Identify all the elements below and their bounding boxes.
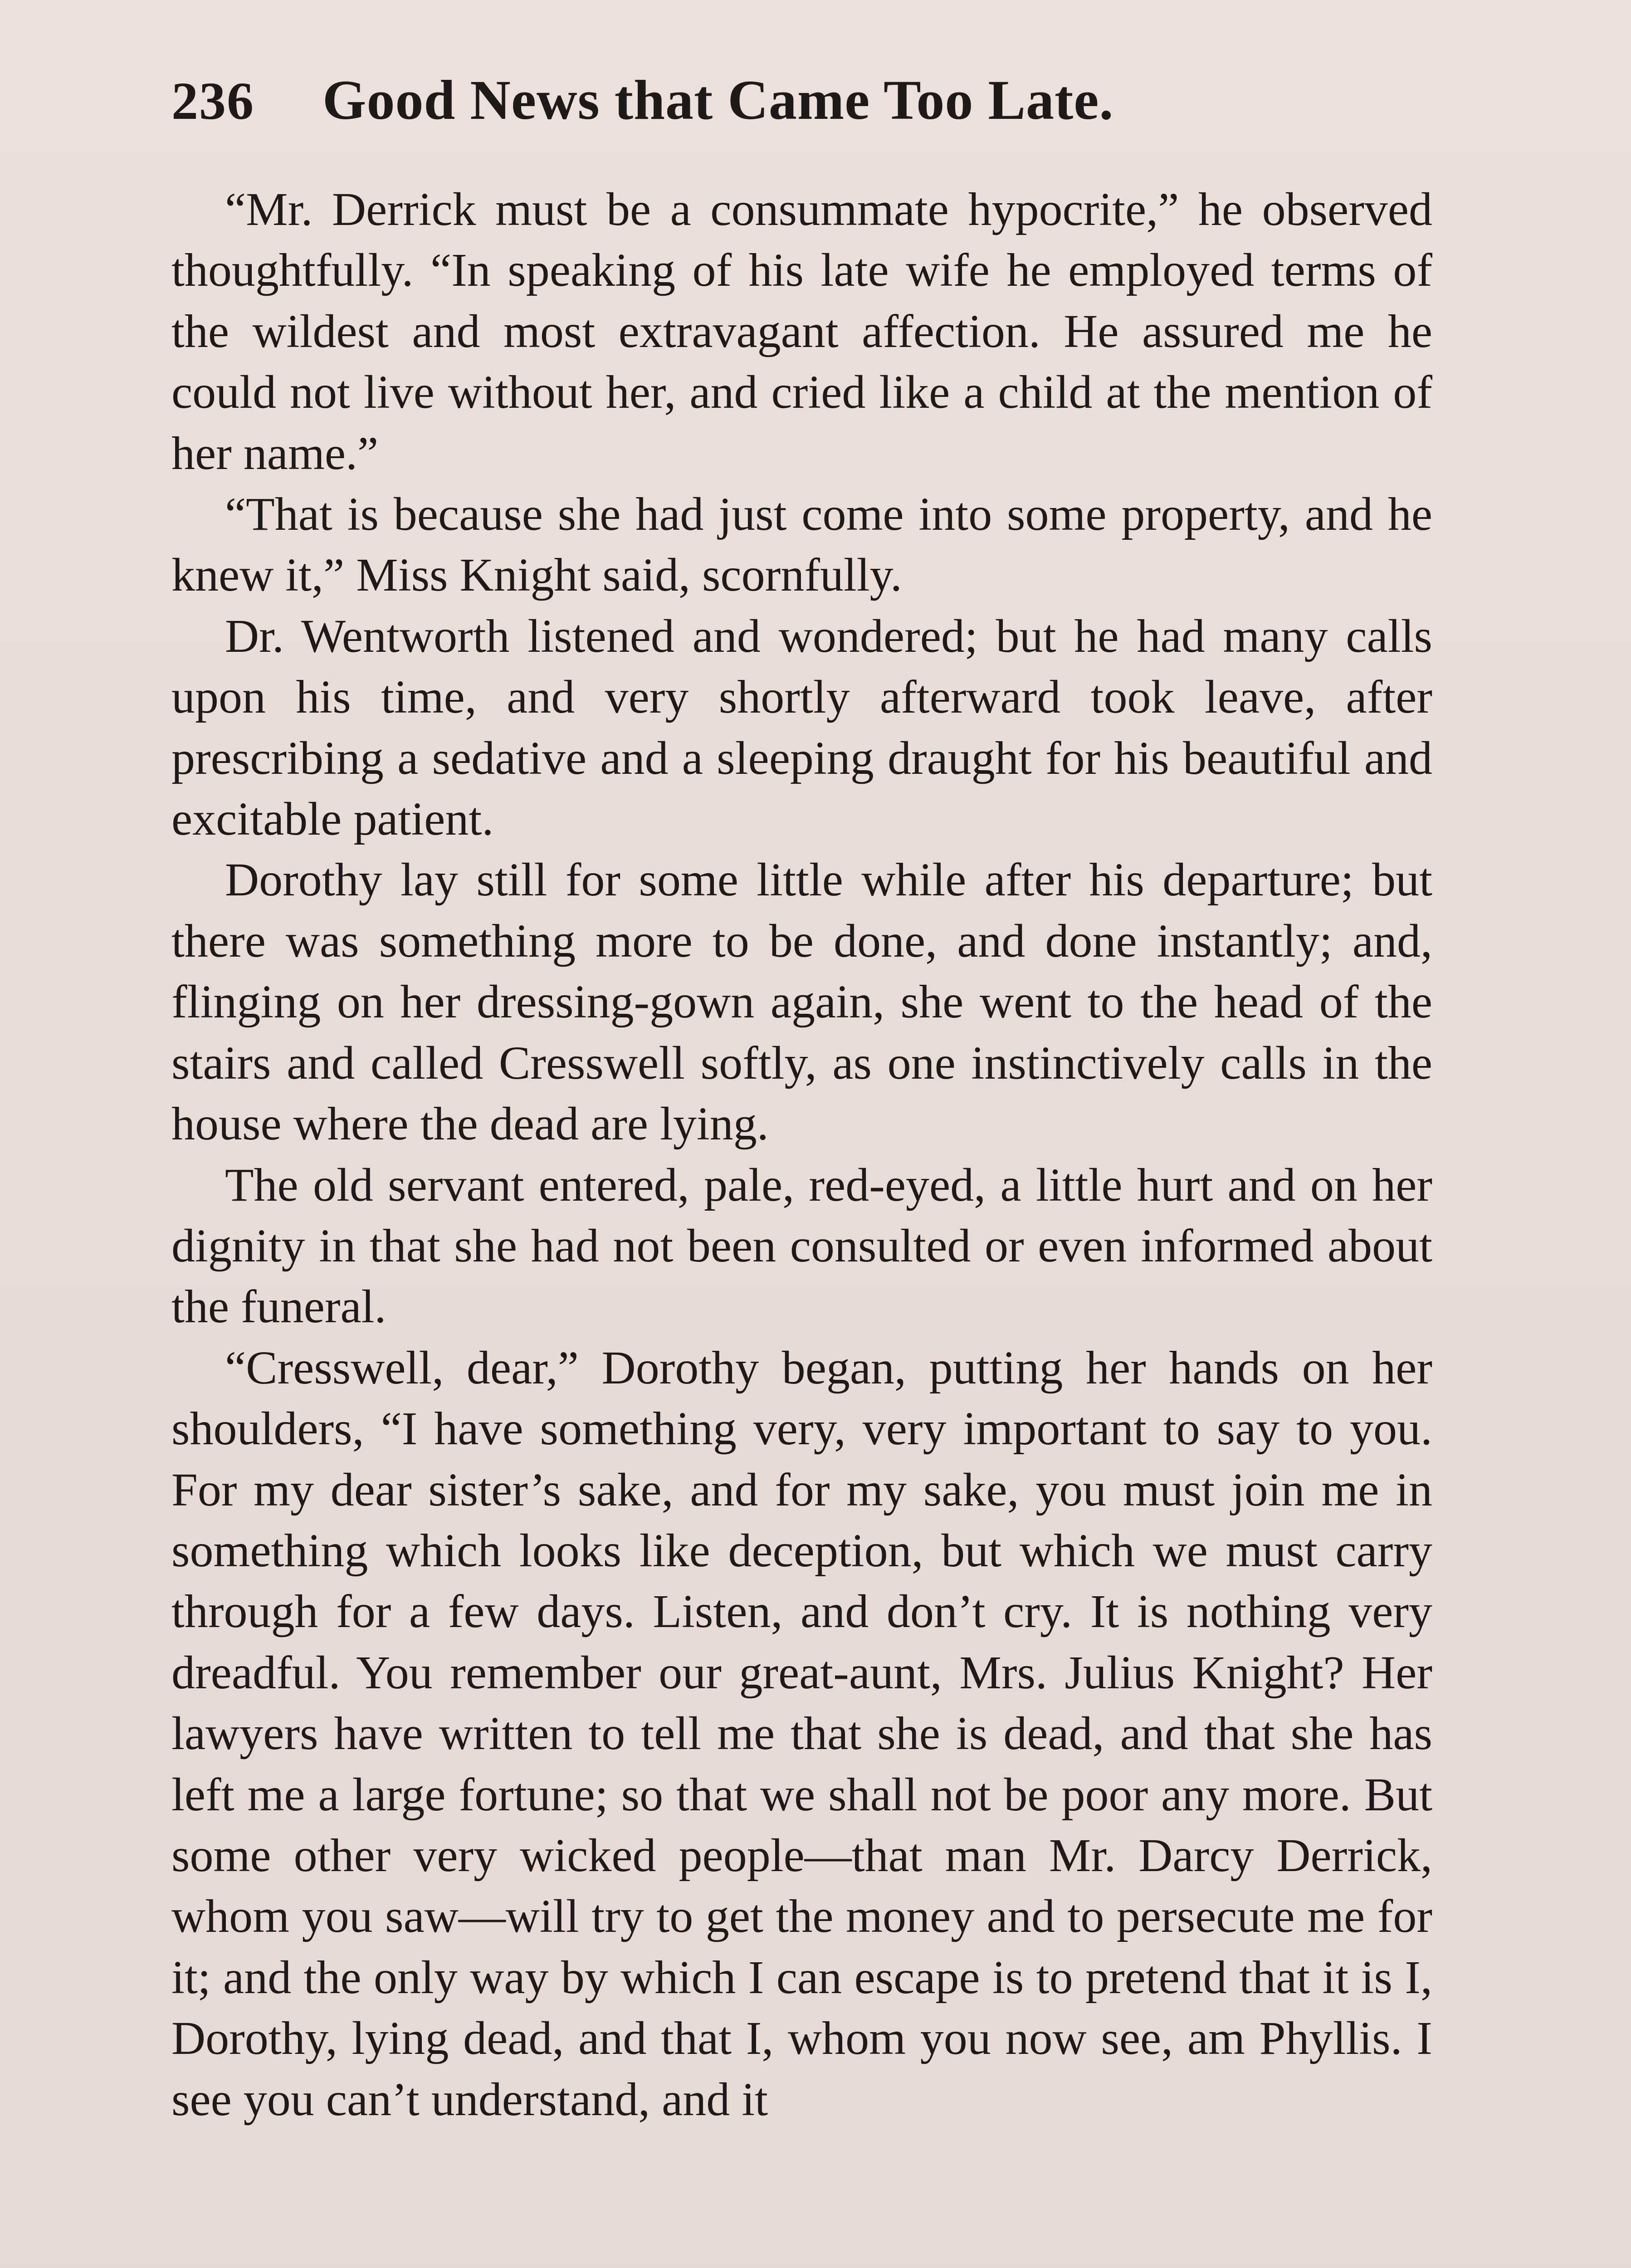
paragraph-4: Dorothy lay still for some little while after his departure; but there was something more to be done, and done instantly; and, flinging on her dressing-gown again, she went to the head of the stairs and called Cresswell softly, as one instinctively calls in the house where the dead are lying. — [171, 854, 1432, 1150]
paragraph-6: “Cresswell, dear,” Dorothy began, putting her hands on her shoulders, “I have something very, very important to say to you. For my dear sister’s sake, and for my sake, you must join me in something which looks like deception, but which we must carry through for a few days. Listen, and don’t cry. It is nothing very dreadful. You remember our great-aunt, Mrs. Julius Knight? Her lawyers have written to tell me that she is dead, and that she has left me a large fortune; so that we shall not be poor any more. But some other very wicked people—that man Mr. Darcy Derrick, whom you saw—will try to get the money and to persecute me for it; and the only way by which I can escape is to pretend that it is I, Dorothy, lying dead, and that I, whom you now see, am Phyllis. I see you can’t understand, and it — [171, 1341, 1432, 2126]
body-text — [171, 179, 1432, 2130]
page-number: 236 — [171, 71, 254, 131]
paragraph-2: “That is because she had just come into some property, and he knew it,” Miss Knight said, scornfully. — [171, 488, 1432, 601]
paragraph-5: The old servant entered, pale, red-eyed, a little hurt and on her dignity in that she had not been consulted or even informed about the funeral. — [171, 1158, 1432, 1333]
running-head: Good News that Came Too Late. — [322, 69, 1114, 131]
paragraph-1: “Mr. Derrick must be a consummate hypocrite,” he observed thoughtfully. “In speaking of his late wife he employed terms of the wildest and most extravagant affection. He assured me he could not live without her, and cried like a child at the mention of her name.” — [171, 183, 1432, 479]
page-header — [171, 68, 1432, 154]
paragraph-3: Dr. Wentworth listened and wondered; but he had many calls upon his time, and very shortly afterward took leave, after prescribing a sedative and a sleeping draught for his beautiful and excitable patient. — [171, 610, 1432, 846]
